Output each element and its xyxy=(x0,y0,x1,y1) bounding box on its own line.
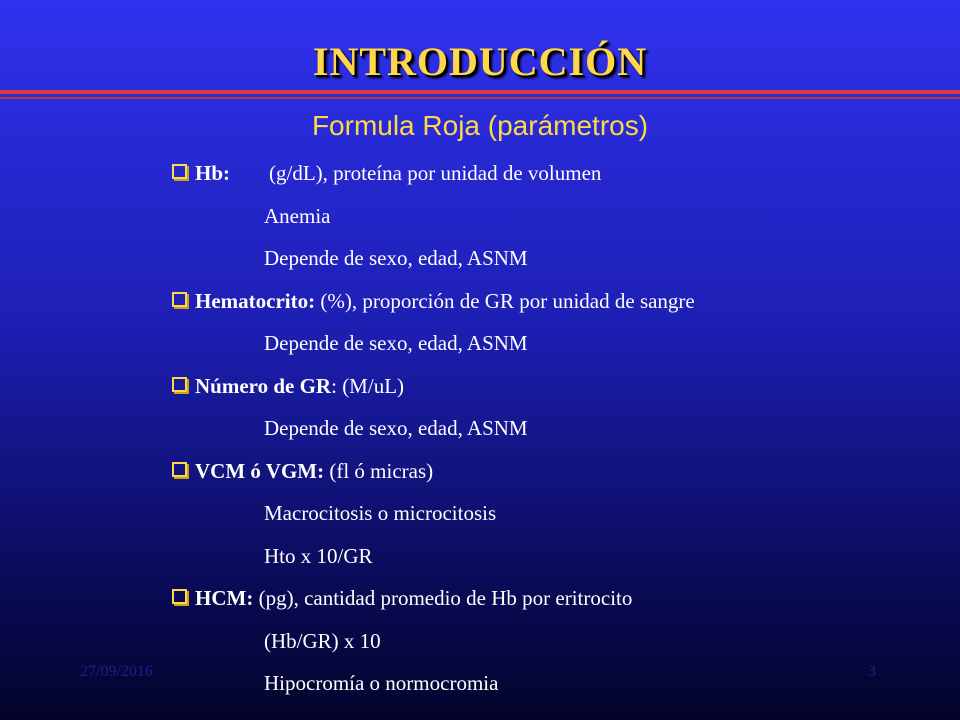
checkbox-bullet-icon xyxy=(172,462,187,477)
checkbox-bullet-icon xyxy=(172,377,187,392)
sub-line: (Hb/GR) x 10 xyxy=(264,628,381,653)
slide-title: INTRODUCCIÓN xyxy=(312,39,648,84)
bullet-text: : (M/uL) xyxy=(331,373,405,398)
bullet-item-numero-gr xyxy=(172,371,932,414)
sub-line: Depende de sexo, edad, ASNM xyxy=(264,416,528,440)
footer-page-number: 3 xyxy=(868,663,876,680)
bullet-text: (g/dL), proteína por unidad de volumen xyxy=(269,161,602,185)
bullet-label: HCM: xyxy=(195,586,254,610)
checkbox-bullet-icon xyxy=(172,589,187,604)
bullet-item-hcm xyxy=(172,583,932,626)
bullet-label: Número de GR xyxy=(195,373,332,398)
title-rule-bottom xyxy=(0,97,960,99)
bullet-label: Hb: xyxy=(195,161,231,185)
slide-subtitle: Formula Roja (parámetros) xyxy=(311,110,649,141)
bullet-item-hb xyxy=(172,158,932,201)
bullet-text: (%), proporción de GR por unidad de sangre xyxy=(315,288,695,313)
bullet-label: VCM ó VGM: xyxy=(195,458,325,483)
sub-line: Hipocromía o normocromia xyxy=(264,671,499,695)
bullet-item-hematocrito xyxy=(172,286,932,329)
sub-line: Anemia xyxy=(264,203,331,228)
bullet-text: (pg), cantidad promedio de Hb por eritrocito xyxy=(253,586,633,610)
sub-line: Hto x 10/GR xyxy=(264,543,373,568)
bullet-list xyxy=(172,158,932,711)
title-rule-top xyxy=(0,90,960,94)
sub-line: Depende de sexo, edad, ASNM xyxy=(264,331,528,355)
sub-line: Macrocitosis o microcitosis xyxy=(264,501,497,525)
bullet-label: Hematocrito: xyxy=(195,288,316,313)
sub-line: Depende de sexo, edad, ASNM xyxy=(264,246,528,270)
checkbox-bullet-icon xyxy=(172,164,187,179)
bullet-text: (fl ó micras) xyxy=(324,458,434,483)
bullet-item-vcm xyxy=(172,456,932,499)
checkbox-bullet-icon xyxy=(172,292,187,307)
footer-date: 27/09/2016 xyxy=(80,663,153,680)
